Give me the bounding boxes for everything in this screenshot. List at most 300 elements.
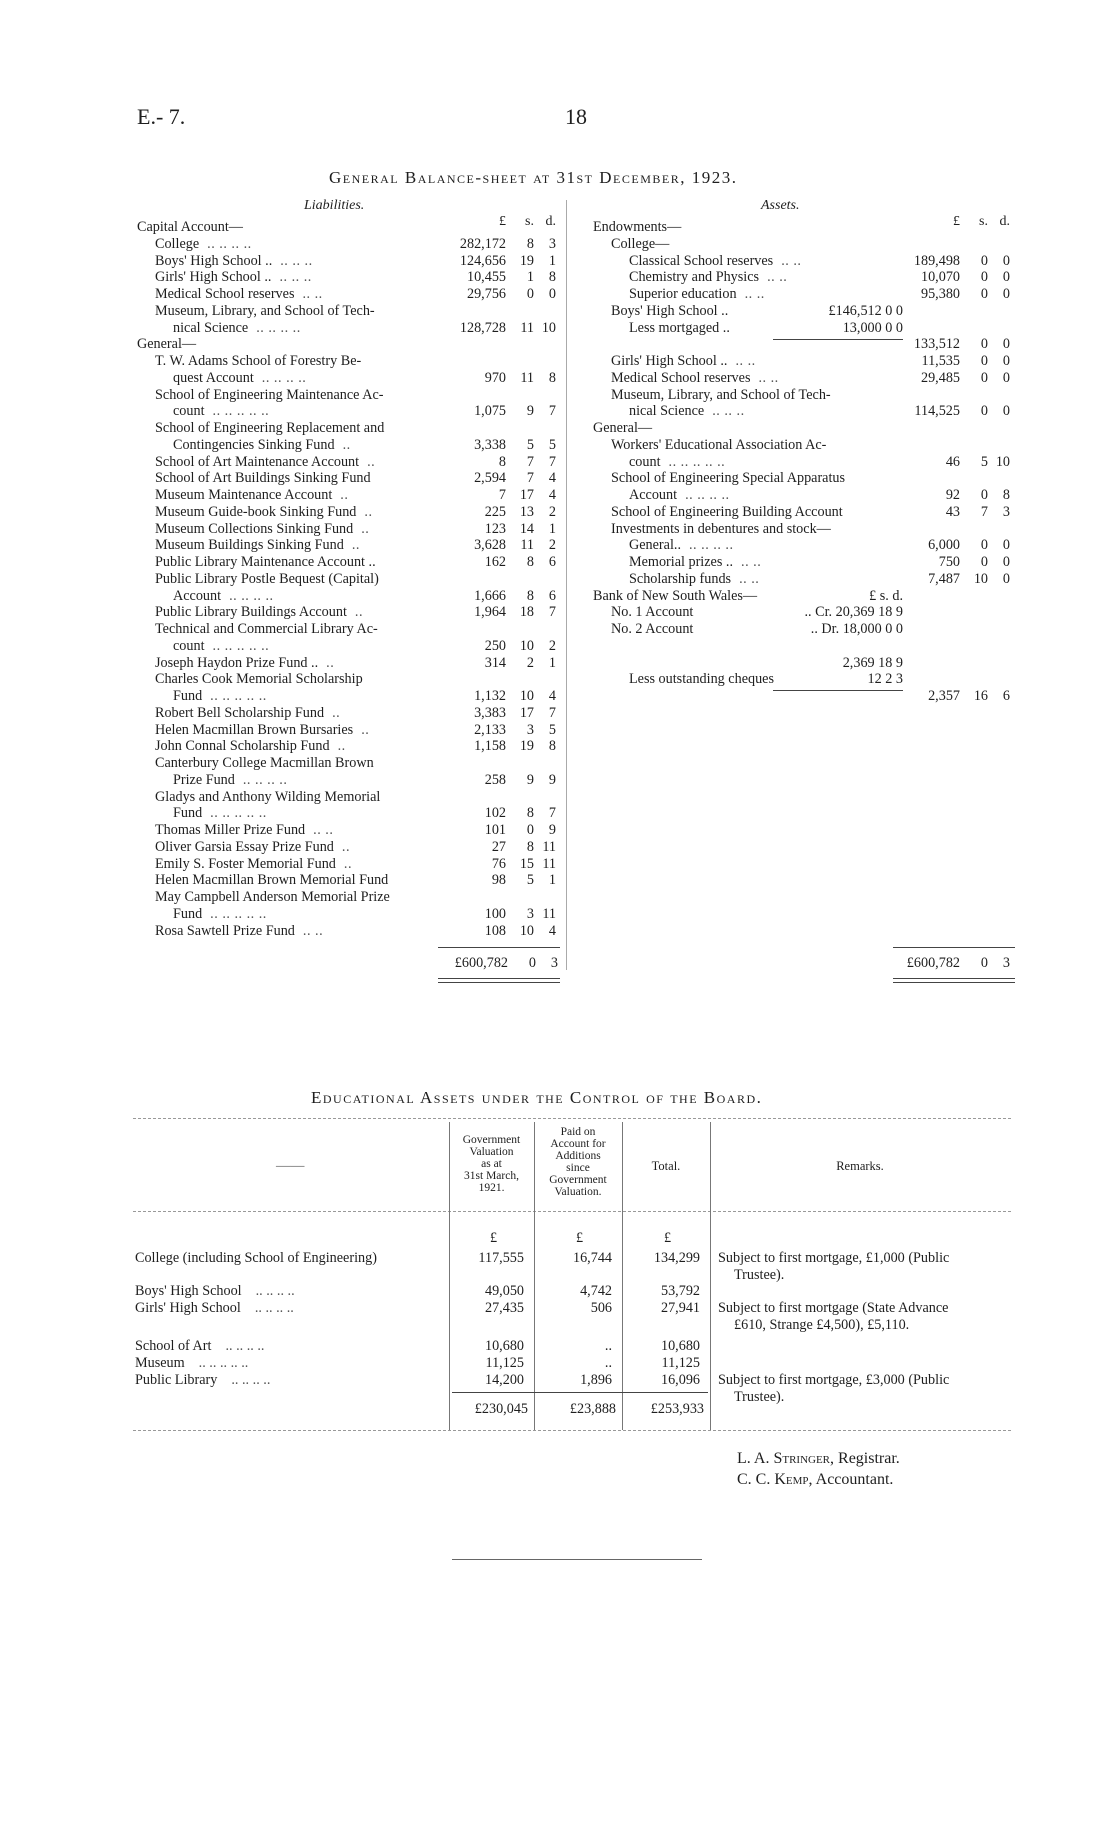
row-leader-dots: .. [340, 487, 349, 503]
ledger-row [137, 303, 565, 320]
row-pence: 0 [1002, 570, 1010, 587]
column-head: £ [953, 214, 960, 229]
ledger-row [137, 805, 565, 822]
assets-total-shillings: 0 [980, 955, 988, 971]
ledger-row [137, 387, 565, 404]
row-label-text: count [173, 637, 205, 654]
row-label-text: Helen Macmillan Brown Memorial Fund [155, 872, 389, 889]
row-pounds: 750 [938, 554, 960, 570]
row-label-text: Memorial prizes .. [629, 554, 734, 570]
row-label [155, 923, 323, 940]
row-subtotal: .. Cr. 20,369 18 9 [804, 604, 903, 621]
ledger-row [137, 219, 565, 236]
row-label-text: Helen Macmillan Brown Bursaries [155, 721, 354, 738]
edu-head-paid-line: Government [549, 1174, 607, 1186]
edu-row-total: 11,125 [661, 1355, 700, 1371]
row-leader-dots: .. .. .. .. [685, 487, 730, 503]
row-label [173, 688, 267, 705]
ledger-row [593, 236, 1018, 253]
row-label-text: Museum Guide-book Sinking Fund [155, 503, 357, 520]
row-label [593, 588, 757, 605]
row-label [155, 705, 340, 722]
row-label-text: Technical and Commercial Library Ac- [155, 621, 378, 637]
row-shillings: 0 [980, 286, 988, 302]
row-label-text: School of Engineering Building Account [611, 503, 843, 520]
row-pence: 2 [548, 637, 556, 654]
assets-total-row [890, 955, 1014, 972]
row-label-text: Charles Cook Memorial Scholarship [155, 671, 363, 688]
row-label [155, 738, 346, 755]
edu-head-gov-val-line: Valuation [469, 1146, 514, 1158]
edu-row-remark: Trustee). [734, 1389, 785, 1405]
row-label-text: Chemistry and Physics [629, 269, 760, 286]
row-shillings: 0 [980, 554, 988, 570]
ledger-row [593, 286, 1018, 303]
edu-head-gov-val-line: 31st March, [464, 1170, 519, 1182]
row-leader-dots: .. .. .. .. [242, 771, 288, 788]
row-label [155, 537, 360, 554]
ledger-row [137, 822, 565, 839]
liabilities-heading: Liabilities. [304, 198, 365, 213]
edu-row-paid: 16,744 [572, 1250, 612, 1266]
ledger-row [137, 789, 565, 806]
row-shillings: 0 [980, 403, 988, 420]
row-shillings: 5 [526, 436, 534, 453]
row-pence: 1 [548, 872, 556, 889]
row-pence: 0 [1002, 369, 1010, 386]
row-pence: 1 [548, 252, 556, 269]
edu-row-remark: Subject to first mortgage, £3,000 (Public [718, 1372, 950, 1388]
ledger-row [593, 554, 1018, 571]
ledger-row [137, 705, 565, 722]
row-pence: 4 [548, 487, 556, 503]
row-pence: 10 [995, 453, 1010, 470]
row-pounds: 1,666 [474, 587, 506, 604]
ledger-row [593, 420, 1018, 437]
row-label-text: John Connal Scholarship Fund [155, 738, 330, 755]
row-label-text: Museum, Library, and School of Tech- [155, 302, 375, 319]
ledger-row [593, 336, 1018, 353]
row-label-text: Public Library Buildings Account [155, 604, 347, 621]
row-label-text: Contingencies Sinking Fund [173, 436, 335, 453]
edu-row-remark: Subject to first mortgage (State Advance [718, 1300, 949, 1316]
row-label [155, 604, 363, 621]
row-label [629, 269, 787, 286]
row-leader-dots: .. .. [302, 922, 324, 939]
ledger-row [593, 353, 1018, 370]
row-label-text: Account [173, 587, 222, 604]
ledger-row [137, 889, 565, 906]
row-shillings: 0 [980, 336, 988, 353]
row-label [155, 286, 323, 303]
row-label [155, 554, 376, 571]
ledger-row [137, 671, 565, 688]
ledger-row [137, 571, 565, 588]
row-pence: 0 [1002, 252, 1010, 269]
edu-head-paid-line: Account for [550, 1138, 606, 1150]
row-leader-dots: .. .. .. .. [689, 537, 734, 554]
row-shillings: 10 [973, 570, 988, 587]
row-leader-dots: .. [332, 704, 341, 721]
row-label-text: Girls' High School .. [155, 269, 272, 286]
row-pence: 7 [548, 805, 556, 822]
ledger-row [137, 521, 565, 538]
signature-registrar [737, 1450, 900, 1468]
row-label-text: Museum Maintenance Account [155, 487, 333, 503]
row-pence: 0 [1002, 286, 1010, 302]
edu-totals-rule [452, 1392, 708, 1393]
row-label [173, 772, 287, 789]
signature-accountant-name: Kemp [774, 1471, 809, 1488]
row-label-text: nical Science [629, 403, 705, 420]
row-label-text: Workers' Educational Association Ac- [611, 436, 827, 453]
column-head: £ [499, 214, 506, 229]
row-label-text: Bank of New South Wales— [593, 587, 758, 604]
row-shillings: 0 [980, 269, 988, 286]
row-label-text: School of Art Maintenance Account [155, 453, 360, 470]
row-pence: 2 [548, 537, 556, 554]
ledger-row [137, 872, 565, 889]
row-label [173, 320, 301, 337]
row-label-text: Investments in debentures and stock— [611, 520, 831, 537]
ledger-row [137, 420, 565, 437]
row-pence: 0 [1002, 336, 1010, 353]
row-label [155, 387, 384, 404]
row-label-text: Medical School reserves [155, 286, 295, 302]
row-pounds: 1,964 [474, 604, 506, 621]
ledger-row [593, 219, 1018, 236]
ledger-row [593, 454, 1018, 471]
ledger-row [137, 320, 565, 337]
row-label [611, 521, 831, 538]
row-leader-dots: .. [364, 503, 373, 520]
edu-row-paid: 506 [590, 1300, 612, 1316]
row-label [155, 839, 350, 856]
row-label-text: Less mortgaged .. [629, 319, 730, 336]
row-pence: 0 [1002, 353, 1010, 369]
liabilities-total-shillings: 0 [528, 955, 536, 971]
row-shillings: 0 [980, 537, 988, 554]
row-pounds: 2,594 [474, 470, 506, 487]
row-label-text: Canterbury College Macmillan Brown [155, 755, 374, 771]
ledger-row [137, 370, 565, 387]
ledger-row [593, 303, 1018, 320]
column-head: d. [999, 214, 1010, 229]
row-label [155, 521, 369, 538]
row-pounds: 1,132 [474, 688, 506, 704]
row-label-text: Scholarship funds [629, 570, 732, 587]
edu-head-paid-line: Additions [555, 1150, 601, 1162]
row-pounds: 29,756 [466, 286, 506, 302]
edu-unit-total: £ [664, 1230, 672, 1246]
signature-accountant [737, 1471, 893, 1489]
row-label-text: count [173, 403, 205, 420]
row-pence: 8 [1002, 487, 1010, 503]
row-pounds: 133,512 [913, 336, 960, 353]
row-label [593, 420, 652, 437]
row-label-text: quest Account [173, 369, 254, 386]
row-shillings: 11 [520, 537, 534, 554]
ledger-row [137, 470, 565, 487]
row-pounds: 92 [945, 487, 960, 503]
row-pounds: 2,133 [474, 721, 506, 738]
row-label-text: Oliver Garsia Essay Prize Fund [155, 838, 334, 855]
edu-row-name [135, 1338, 264, 1355]
edu-row-remark: £610, Strange £4,500), £5,110. [734, 1317, 910, 1333]
row-pounds: 123 [484, 520, 506, 537]
row-leader-dots: .. [351, 537, 360, 554]
ledger-row [137, 487, 565, 504]
row-leader-dots: .. [326, 654, 335, 671]
ledger-row [137, 286, 565, 303]
edu-unit-gov: £ [490, 1230, 498, 1246]
row-pounds: 1,075 [474, 403, 506, 420]
row-label [629, 320, 730, 337]
signature-registrar-initials: L. A. [737, 1450, 770, 1467]
row-pounds: 102 [484, 805, 506, 822]
row-leader-dots: .. .. .. .. [261, 369, 307, 386]
row-label-text: Museum, Library, and School of Tech- [611, 386, 831, 403]
ledger-row [593, 504, 1018, 521]
edu-head-total: Total. [651, 1159, 681, 1173]
row-label [155, 504, 372, 521]
row-pounds: 10,070 [920, 269, 960, 286]
row-pence: 1 [548, 520, 556, 537]
row-pence: 6 [548, 587, 556, 604]
ledger-row [137, 839, 565, 856]
row-subtotal: .. Dr. 18,000 0 0 [810, 621, 903, 637]
row-label-text: General— [137, 336, 197, 353]
page-number: 18 [565, 104, 587, 129]
ledger-row [137, 336, 565, 353]
row-pounds: 250 [484, 637, 506, 654]
row-pounds: 43 [945, 503, 960, 520]
row-label [611, 470, 845, 487]
row-pounds: 124,656 [459, 252, 506, 269]
row-label-text: Account [629, 487, 678, 503]
row-pounds: 46 [945, 453, 960, 470]
row-label-text: count [629, 453, 661, 470]
row-shillings: 8 [526, 805, 534, 822]
row-shillings: 5 [526, 872, 534, 889]
row-pounds: 162 [484, 554, 506, 570]
row-shillings: 19 [519, 738, 534, 755]
edu-row-leader-dots: .. .. .. .. [225, 1338, 265, 1354]
assets-total-pounds: £600,782 [906, 955, 960, 971]
ledger-row [137, 856, 565, 873]
ledger-row [593, 253, 1018, 270]
row-label [155, 454, 375, 471]
edu-row-total: 134,299 [653, 1250, 700, 1266]
row-leader-dots: .. [337, 738, 346, 755]
ledger-row [137, 923, 565, 940]
edu-head-paid-line: Valuation. [554, 1186, 602, 1198]
row-pence: 5 [548, 436, 556, 453]
row-label-text: nical Science [173, 319, 249, 336]
row-label [155, 353, 361, 370]
row-label-text: Emily S. Foster Memorial Fund [155, 855, 336, 872]
row-label [155, 253, 313, 270]
row-label-text: Museum Buildings Sinking Fund [155, 537, 344, 554]
edu-row-name-text: School of Art [135, 1338, 212, 1354]
edu-total-paid: £23,888 [569, 1401, 616, 1417]
row-label-text: Joseph Haydon Prize Fund .. [155, 654, 319, 671]
row-label-text: Fund [173, 805, 203, 822]
row-leader-dots: .. .. .. .. .. [212, 403, 270, 420]
edu-row-leader-dots: .. .. .. .. [254, 1300, 294, 1316]
row-label-text: Thomas Miller Prize Fund [155, 822, 306, 838]
row-leader-dots: .. .. .. [280, 252, 313, 269]
row-pence: 0 [548, 286, 556, 302]
edu-head-gov-val-line: as at [481, 1158, 502, 1170]
edu-head-paid [534, 1126, 622, 1198]
ledger-row [137, 621, 565, 638]
ledger-row [137, 906, 565, 923]
row-label [629, 403, 745, 420]
row-leader-dots: .. .. [744, 286, 765, 302]
row-shillings: 3 [526, 905, 534, 922]
row-pence: 4 [548, 922, 556, 939]
edu-row-paid: .. [604, 1355, 612, 1371]
row-leader-dots: .. .. [739, 570, 760, 587]
row-label [611, 621, 693, 638]
row-subtotal: £ s. d. [869, 587, 903, 604]
row-label-text: School of Engineering Maintenance Ac- [155, 386, 384, 403]
row-pounds: 101 [484, 822, 506, 838]
row-label [611, 236, 669, 253]
row-shillings: 13 [519, 503, 534, 520]
educational-assets-title: Educational Assets under the Control of the Board. [311, 1088, 763, 1107]
row-label [155, 872, 388, 889]
liabilities-total-rule-bottom [438, 978, 560, 979]
row-leader-dots: .. .. [781, 252, 802, 269]
edu-total-gov: £230,045 [474, 1401, 528, 1417]
row-shillings: 7 [526, 453, 534, 470]
row-label-text: Rosa Sawtell Prize Fund [155, 922, 295, 939]
ledger-row [137, 269, 565, 286]
row-leader-dots: .. .. .. .. .. [210, 905, 267, 922]
assets-heading: Assets. [761, 198, 800, 213]
edu-row-total: 16,096 [660, 1372, 700, 1388]
row-pence: 0 [1002, 537, 1010, 554]
row-shillings: 0 [980, 252, 988, 269]
row-pence: 9 [548, 822, 556, 838]
row-pence: 4 [548, 688, 556, 704]
liabilities-total-pounds: £600,782 [454, 955, 508, 971]
row-pounds: 11,535 [921, 353, 960, 369]
ledger-row [137, 638, 565, 655]
row-label-text: No. 2 Account [611, 621, 694, 637]
row-pence: 10 [541, 319, 556, 336]
row-pounds: 108 [484, 922, 506, 939]
ledger-row [137, 454, 565, 471]
row-shillings: 2 [526, 654, 534, 671]
ledger-row [593, 655, 1018, 672]
edu-head-paid-line: since [566, 1162, 590, 1174]
ledger-row [137, 504, 565, 521]
row-leader-dots: .. .. .. [279, 269, 312, 286]
row-label-text: No. 1 Account [611, 604, 694, 621]
edu-row-name [135, 1283, 295, 1300]
row-label-text: Fund [173, 688, 203, 704]
ledger-row [593, 671, 1018, 688]
row-pence: 7 [548, 403, 556, 420]
ledger-row [593, 621, 1018, 638]
row-pounds: 29,485 [920, 369, 960, 386]
edu-row-name-text: Boys' High School [135, 1283, 242, 1299]
row-label-text: Superior education [629, 286, 737, 302]
ledger-row [593, 571, 1018, 588]
row-label [155, 671, 363, 688]
row-label [611, 370, 779, 387]
row-shillings: 8 [526, 235, 534, 252]
row-pence: 0 [1002, 269, 1010, 286]
column-head: s. [525, 214, 534, 229]
row-label [155, 269, 312, 286]
row-label [611, 387, 831, 404]
row-shillings: 9 [526, 403, 534, 420]
ledger-row [593, 403, 1018, 420]
row-pence: 8 [548, 269, 556, 286]
row-shillings: 0 [980, 369, 988, 386]
row-pence: 11 [542, 838, 556, 855]
row-label [611, 303, 728, 320]
row-pounds: 98 [491, 872, 506, 889]
row-pounds: 100 [484, 905, 506, 922]
row-pounds: 3,338 [474, 436, 506, 453]
row-leader-dots: .. [361, 520, 370, 537]
edu-head-gov-val [449, 1134, 534, 1194]
row-shillings: 14 [519, 520, 534, 537]
edu-row-gov: 11,125 [485, 1355, 524, 1371]
edu-row-total: 53,792 [660, 1283, 700, 1299]
row-pounds: 282,172 [459, 235, 506, 252]
row-pounds: 128,728 [459, 319, 506, 336]
ledger-row [593, 588, 1018, 605]
ledger-row [137, 236, 565, 253]
row-label-text: May Campbell Anderson Memorial Prize [155, 889, 390, 905]
edu-unit-paid: £ [576, 1230, 584, 1246]
row-pounds: 10,455 [466, 269, 506, 286]
ledger-row [593, 437, 1018, 454]
document-reference: E.- 7. [137, 104, 186, 129]
row-label-text: Public Library Maintenance Account .. [155, 554, 376, 570]
row-label [611, 604, 693, 621]
assets-total-rule-top [893, 947, 1015, 948]
row-shillings: 0 [980, 353, 988, 369]
row-shillings: 5 [980, 453, 988, 470]
row-pence: 8 [548, 738, 556, 755]
row-label-text: Capital Account— [137, 219, 243, 235]
row-pence: 0 [1002, 554, 1010, 570]
row-label [629, 286, 765, 303]
edu-row-total: 27,941 [660, 1300, 700, 1316]
row-label [137, 219, 243, 236]
row-label [629, 571, 759, 588]
ledger-row [137, 537, 565, 554]
row-label [611, 353, 756, 370]
ledger-row [593, 269, 1018, 286]
edu-head-blank: —— [276, 1158, 305, 1174]
ledger-row [593, 470, 1018, 487]
row-pence: 4 [548, 470, 556, 487]
signature-registrar-name: Stringer [773, 1450, 831, 1467]
row-pounds: 258 [484, 771, 506, 788]
row-shillings: 11 [520, 319, 534, 336]
edu-row-name-text: Museum [135, 1355, 185, 1371]
row-label [155, 236, 252, 253]
row-label [173, 403, 269, 420]
